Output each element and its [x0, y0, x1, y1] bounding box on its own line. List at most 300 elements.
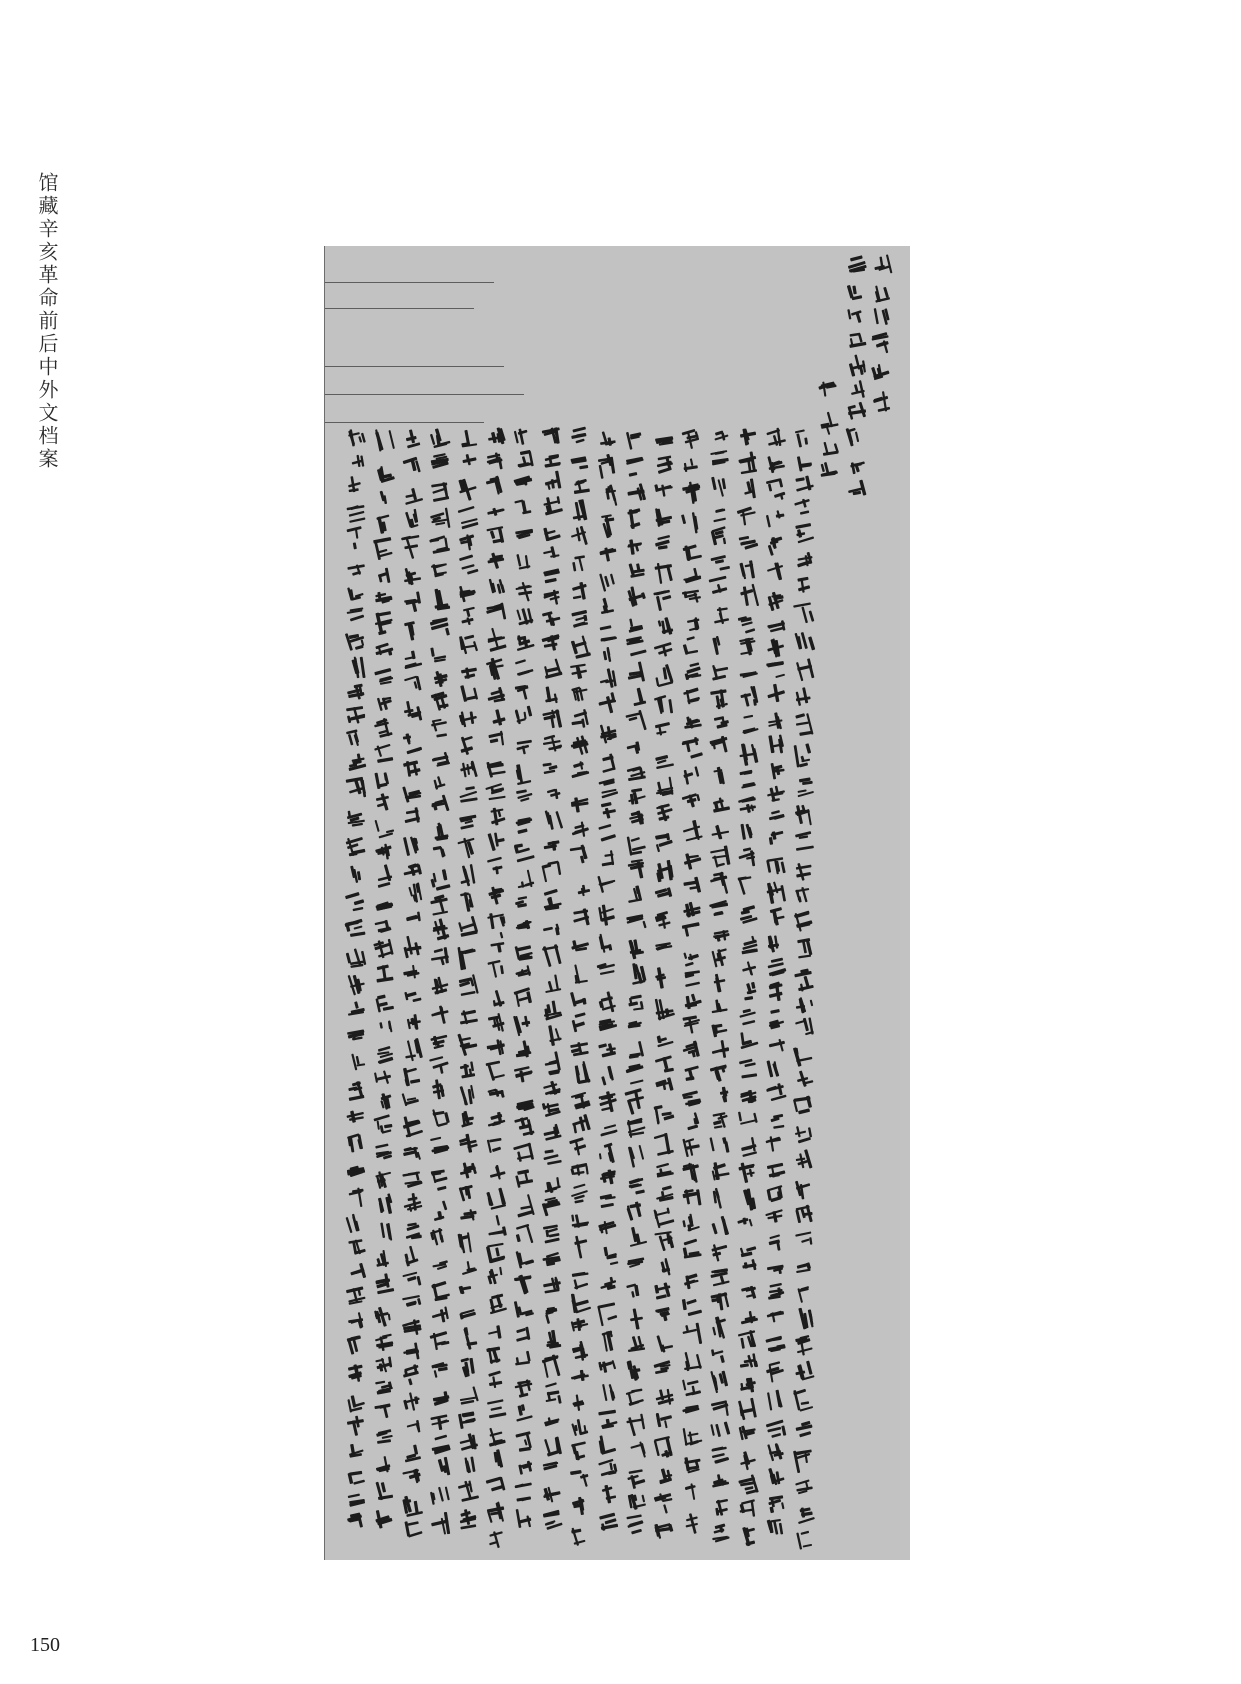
handwritten-glyph: [460, 1010, 478, 1025]
handwritten-glyph: [602, 850, 615, 866]
handwritten-glyph: [349, 1188, 364, 1208]
handwritten-glyph: [767, 620, 785, 632]
handwritten-glyph: [629, 1178, 645, 1195]
handwritten-glyph: [738, 1162, 754, 1183]
handwritten-glyph: [714, 607, 729, 624]
handwritten-glyph: [375, 1143, 392, 1159]
handwritten-glyph: [795, 831, 814, 851]
handwritten-glyph: [571, 1318, 589, 1332]
handwritten-glyph: [682, 1323, 702, 1344]
handwritten-glyph: [600, 431, 616, 446]
handwritten-glyph: [430, 428, 451, 448]
handwritten-glyph: [683, 766, 699, 785]
handwritten-glyph: [431, 1005, 448, 1023]
handwritten-glyph: [348, 975, 365, 996]
handwritten-glyph: [601, 1330, 613, 1351]
handwritten-glyph: [464, 1456, 475, 1473]
handwritten-glyph: [597, 1302, 617, 1326]
handwritten-glyph: [547, 789, 561, 799]
handwritten-glyph: [713, 1112, 728, 1129]
handwritten-glyph: [346, 706, 365, 724]
handwritten-glyph: [739, 1425, 756, 1440]
handwritten-glyph: [431, 1512, 450, 1535]
handwritten-glyph: [850, 461, 865, 474]
handwritten-glyph: [346, 526, 361, 549]
handwritten-glyph: [378, 864, 393, 888]
handwritten-glyph: [515, 529, 533, 540]
handwritten-glyph: [571, 1370, 589, 1381]
handwritten-glyph: [765, 1336, 785, 1353]
handwritten-glyph: [569, 1137, 586, 1155]
handwritten-glyph: [598, 1459, 617, 1477]
handwritten-glyph: [487, 1501, 505, 1523]
handwritten-glyph: [434, 822, 448, 841]
handwritten-glyph: [627, 836, 646, 855]
handwritten-glyph: [657, 455, 673, 474]
handwritten-glyph: [486, 1061, 505, 1081]
handwritten-glyph: [457, 1034, 477, 1056]
handwritten-glyph: [625, 710, 646, 730]
handwritten-glyph: [768, 958, 787, 977]
handwritten-glyph: [738, 847, 755, 866]
handwritten-glyph: [793, 1389, 813, 1412]
handwritten-glyph: [572, 1341, 588, 1361]
handwritten-glyph: [431, 947, 449, 965]
handwritten-glyph: [543, 735, 562, 752]
handwritten-glyph: [627, 1469, 645, 1489]
handwritten-glyph: [600, 1277, 616, 1290]
handwritten-glyph: [656, 777, 674, 797]
handwritten-glyph: [487, 552, 504, 569]
handwritten-glyph: [376, 514, 389, 533]
handwritten-glyph: [655, 1077, 673, 1091]
handwritten-glyph: [406, 1222, 422, 1239]
handwritten-glyph: [404, 1246, 418, 1267]
handwritten-glyph: [516, 1327, 530, 1342]
handwritten-glyph: [486, 1476, 506, 1491]
handwritten-glyph: [768, 935, 779, 952]
handwritten-glyph: [542, 611, 561, 626]
handwritten-glyph: [626, 1283, 639, 1297]
handwritten-glyph: [767, 638, 784, 657]
handwritten-glyph: [600, 668, 617, 688]
handwritten-glyph: [794, 632, 815, 650]
handwritten-glyph: [405, 1444, 421, 1462]
handwritten-glyph: [626, 1388, 644, 1406]
handwritten-glyph: [797, 552, 813, 568]
handwritten-glyph: [655, 911, 671, 929]
handwritten-glyph: [517, 635, 535, 651]
handwritten-glyph: [545, 1051, 561, 1075]
handwritten-glyph: [408, 882, 422, 902]
handwritten-glyph: [490, 808, 505, 826]
handwritten-glyph: [494, 1449, 504, 1468]
handwritten-glyph: [768, 1468, 784, 1485]
handwritten-glyph: [380, 1222, 392, 1240]
handwritten-glyph: [653, 1360, 670, 1374]
handwritten-glyph: [710, 1292, 729, 1310]
handwritten-glyph: [460, 736, 473, 755]
handwritten-glyph: [682, 793, 701, 807]
handwritten-glyph: [653, 590, 671, 611]
handwritten-glyph: [430, 1486, 450, 1504]
handwritten-glyph: [795, 713, 813, 736]
handwritten-glyph: [713, 508, 726, 522]
handwritten-glyph: [711, 1446, 729, 1463]
handwritten-glyph: [347, 1166, 365, 1178]
handwritten-glyph: [766, 428, 786, 446]
handwritten-glyph: [430, 1137, 449, 1155]
handwritten-glyph: [486, 761, 505, 778]
handwritten-glyph: [571, 610, 588, 628]
handwritten-glyph: [459, 534, 474, 550]
handwritten-glyph: [403, 457, 421, 473]
handwritten-glyph: [768, 734, 784, 753]
handwritten-glyph: [403, 836, 419, 856]
handwritten-glyph: [713, 767, 725, 785]
handwritten-glyph: [656, 1335, 673, 1352]
handwritten-glyph: [545, 471, 562, 490]
handwritten-glyph: [432, 752, 450, 767]
handwritten-glyph: [766, 510, 785, 527]
handwritten-glyph: [654, 642, 673, 657]
handwritten-glyph: [740, 1246, 757, 1257]
handwritten-glyph: [820, 412, 838, 435]
handwritten-glyph: [655, 535, 670, 550]
handwritten-glyph: [403, 733, 422, 754]
handwritten-glyph: [375, 1171, 391, 1189]
handwritten-glyph: [402, 1093, 419, 1106]
ruled-line: [324, 282, 494, 283]
handwritten-glyph: [542, 1103, 561, 1117]
handwritten-glyph: [654, 1105, 675, 1125]
handwritten-glyph: [821, 462, 838, 477]
handwritten-glyph: [598, 1360, 616, 1373]
handwritten-glyph: [847, 285, 863, 300]
handwritten-glyph: [460, 1358, 474, 1378]
handwritten-glyph: [713, 930, 730, 942]
handwritten-glyph: [871, 364, 890, 380]
handwritten-glyph: [401, 535, 419, 559]
handwritten-glyph: [795, 805, 812, 826]
handwritten-glyph: [714, 716, 729, 729]
handwritten-glyph: [796, 1149, 813, 1168]
handwritten-glyph: [738, 1474, 758, 1494]
handwritten-glyph: [627, 539, 642, 555]
handwritten-glyph: [489, 1294, 507, 1315]
handwritten-glyph: [572, 821, 589, 836]
handwritten-glyph: [795, 523, 814, 543]
handwritten-glyph: [654, 1231, 674, 1251]
ruled-line: [324, 394, 524, 395]
handwritten-glyph: [600, 625, 617, 641]
handwritten-glyph: [514, 1275, 532, 1295]
handwritten-glyph: [660, 1258, 670, 1276]
handwritten-glyph: [655, 1307, 670, 1321]
handwritten-glyph: [768, 1283, 784, 1300]
manuscript-scan: [324, 246, 910, 1560]
handwritten-glyph: [542, 427, 560, 444]
handwritten-glyph: [767, 786, 785, 802]
handwritten-glyph: [794, 499, 810, 515]
handwritten-glyph: [542, 709, 562, 728]
handwritten-glyph: [488, 1215, 507, 1236]
ruled-line: [324, 422, 484, 423]
handwritten-glyph: [492, 709, 505, 725]
handwritten-glyph: [571, 1214, 589, 1228]
handwritten-glyph: [796, 1262, 811, 1273]
handwritten-glyph: [543, 590, 560, 605]
handwritten-glyph: [683, 687, 700, 704]
handwritten-glyph: [402, 1295, 421, 1307]
handwritten-glyph: [628, 1145, 644, 1168]
handwritten-glyph: [374, 772, 389, 789]
handwritten-glyph: [682, 1405, 699, 1414]
handwritten-glyph: [345, 892, 364, 911]
handwritten-glyph: [403, 1342, 419, 1359]
handwritten-glyph: [740, 1377, 756, 1392]
handwritten-glyph: [515, 706, 533, 725]
handwritten-glyph: [740, 1499, 756, 1517]
handwritten-glyph: [574, 964, 588, 983]
handwritten-glyph: [737, 506, 756, 525]
handwritten-glyph: [404, 651, 422, 670]
handwritten-glyph: [460, 1433, 479, 1451]
handwritten-glyph: [739, 536, 759, 550]
handwritten-glyph: [346, 837, 366, 856]
handwritten-glyph: [378, 568, 391, 583]
handwritten-glyph: [628, 788, 646, 805]
handwritten-glyph: [374, 1307, 391, 1327]
manuscript-handwriting-image: [324, 246, 910, 1560]
handwritten-glyph: [430, 1035, 447, 1049]
handwritten-glyph: [602, 1485, 617, 1504]
handwritten-glyph: [488, 1371, 502, 1389]
handwritten-glyph: [375, 820, 395, 839]
handwritten-glyph: [714, 430, 728, 440]
handwritten-glyph: [739, 1009, 756, 1026]
handwritten-glyph: [486, 1346, 500, 1364]
handwritten-glyph: [431, 1281, 450, 1301]
handwritten-glyph: [406, 911, 421, 921]
handwritten-glyph: [460, 1162, 477, 1178]
handwritten-glyph: [347, 1395, 365, 1412]
handwritten-glyph: [874, 308, 890, 325]
handwritten-glyph: [601, 802, 616, 819]
handwritten-glyph: [684, 716, 702, 729]
handwritten-glyph: [404, 568, 421, 585]
handwritten-glyph: [598, 778, 618, 798]
handwritten-glyph: [402, 1469, 421, 1484]
handwritten-glyph: [626, 914, 646, 928]
handwritten-glyph: [377, 697, 392, 711]
handwritten-glyph: [430, 894, 448, 915]
handwritten-glyph: [624, 1088, 644, 1115]
handwritten-glyph: [487, 452, 503, 469]
handwritten-glyph: [740, 824, 752, 840]
handwritten-glyph: [346, 777, 367, 798]
handwritten-glyph: [543, 496, 563, 515]
handwritten-glyph: [542, 1252, 560, 1266]
handwritten-glyph: [627, 1201, 642, 1221]
handwritten-glyph: [598, 904, 615, 925]
handwritten-glyph: [515, 965, 531, 977]
handwritten-glyph: [681, 512, 698, 533]
handwritten-glyph: [347, 811, 365, 827]
handwritten-glyph: [348, 1001, 365, 1016]
handwritten-glyph: [742, 715, 758, 735]
handwritten-glyph: [738, 1330, 756, 1349]
handwritten-glyph: [348, 1239, 366, 1255]
handwritten-glyph: [571, 797, 589, 812]
handwritten-glyph: [460, 864, 475, 886]
handwritten-glyph: [402, 1272, 421, 1286]
handwritten-glyph: [629, 810, 644, 824]
handwritten-glyph: [488, 1325, 501, 1339]
handwritten-glyph: [626, 1064, 644, 1085]
handwritten-glyph: [712, 665, 728, 681]
handwritten-glyph: [351, 1054, 365, 1071]
handwritten-glyph: [710, 1064, 727, 1082]
handwritten-glyph: [430, 1414, 449, 1430]
handwritten-glyph: [515, 945, 533, 961]
handwritten-glyph: [515, 582, 532, 602]
handwritten-glyph: [766, 1083, 786, 1101]
handwritten-glyph: [572, 1497, 585, 1515]
handwritten-glyph: [712, 1474, 729, 1488]
handwritten-glyph: [797, 1070, 813, 1087]
handwritten-glyph: [460, 892, 474, 912]
handwritten-glyph: [795, 1231, 812, 1244]
handwritten-glyph: [403, 965, 419, 979]
handwritten-glyph: [571, 1184, 588, 1204]
handwritten-glyph: [687, 617, 700, 631]
handwritten-glyph: [486, 1188, 506, 1210]
handwritten-glyph: [376, 1250, 389, 1267]
handwritten-glyph: [543, 568, 560, 583]
handwritten-glyph: [404, 1193, 423, 1212]
handwritten-glyph: [374, 1403, 390, 1418]
handwritten-glyph: [490, 1165, 506, 1180]
handwritten-glyph: [573, 499, 588, 521]
handwritten-glyph: [682, 737, 703, 759]
handwritten-glyph: [347, 1133, 363, 1152]
handwritten-glyph: [375, 844, 392, 860]
handwritten-glyph: [711, 1244, 727, 1262]
handwritten-glyph: [742, 1527, 755, 1546]
handwritten-glyph: [601, 514, 614, 538]
handwritten-glyph: [515, 896, 527, 908]
handwritten-glyph: [795, 887, 809, 903]
handwritten-glyph: [376, 1429, 393, 1444]
handwritten-glyph: [518, 450, 534, 468]
handwritten-glyph: [571, 761, 589, 778]
handwritten-glyph: [712, 1523, 730, 1542]
handwritten-glyph: [347, 1335, 361, 1354]
handwritten-glyph: [518, 1461, 532, 1475]
handwritten-glyph: [350, 866, 361, 883]
handwritten-glyph: [796, 997, 813, 1013]
handwritten-glyph: [682, 1380, 701, 1397]
handwritten-glyph: [710, 1421, 730, 1437]
handwritten-glyph: [768, 592, 784, 611]
handwritten-glyph: [687, 1112, 699, 1130]
handwritten-glyph: [514, 1482, 531, 1501]
handwritten-glyph: [575, 1061, 591, 1084]
handwritten-glyph: [461, 667, 477, 679]
handwritten-glyph: [795, 429, 808, 447]
handwritten-glyph: [603, 1247, 618, 1266]
handwritten-glyph: [711, 477, 726, 497]
handwritten-glyph: [434, 589, 450, 611]
handwritten-glyph: [655, 942, 672, 951]
handwritten-glyph: [872, 332, 889, 353]
handwritten-glyph: [655, 755, 674, 769]
handwritten-glyph: [348, 1364, 363, 1382]
handwritten-glyph: [348, 429, 366, 446]
handwritten-glyph: [570, 844, 588, 863]
handwritten-glyph: [738, 796, 756, 813]
handwritten-glyph: [379, 1020, 392, 1032]
handwritten-glyph: [430, 1228, 444, 1246]
handwritten-glyph: [849, 354, 866, 376]
handwritten-glyph: [457, 947, 475, 970]
handwritten-glyph: [600, 1169, 616, 1184]
handwritten-glyph: [543, 1510, 563, 1530]
handwritten-glyph: [795, 1335, 813, 1356]
handwritten-glyph: [633, 688, 646, 707]
handwritten-glyph: [600, 1124, 617, 1136]
handwritten-glyph: [347, 505, 366, 523]
handwritten-glyph: [407, 1420, 421, 1433]
handwritten-glyph: [684, 853, 702, 870]
handwritten-glyph: [374, 718, 393, 738]
handwritten-glyph: [487, 1267, 502, 1285]
handwritten-glyph: [376, 964, 393, 982]
handwritten-glyph: [516, 764, 532, 785]
handwritten-glyph: [545, 1307, 557, 1324]
handwritten-glyph: [407, 1014, 421, 1030]
handwritten-glyph: [373, 1114, 392, 1134]
handwritten-glyph: [403, 936, 421, 959]
handwritten-glyph: [487, 913, 505, 929]
handwritten-glyph: [627, 483, 646, 501]
handwritten-glyph: [460, 761, 478, 778]
handwritten-glyph: [741, 1311, 758, 1325]
handwritten-glyph: [795, 1126, 812, 1143]
handwritten-glyph: [432, 1306, 449, 1322]
handwritten-glyph: [429, 1056, 449, 1074]
handwritten-glyph: [655, 999, 675, 1021]
handwritten-glyph: [769, 981, 783, 1001]
handwritten-glyph: [797, 456, 812, 471]
handwritten-glyph: [740, 905, 758, 924]
handwritten-glyph: [848, 480, 866, 496]
handwritten-glyph: [545, 1177, 561, 1193]
handwritten-glyph: [654, 563, 672, 584]
handwritten-glyph: [627, 1257, 644, 1268]
handwritten-glyph: [543, 1124, 561, 1141]
handwritten-glyph: [463, 1327, 477, 1350]
handwritten-glyph: [654, 1133, 674, 1156]
handwritten-glyph: [571, 940, 589, 951]
handwritten-glyph: [351, 656, 365, 678]
handwritten-glyph: [738, 1112, 758, 1125]
handwritten-glyph: [487, 960, 504, 978]
handwritten-glyph: [630, 1227, 647, 1247]
handwritten-glyph: [376, 793, 389, 811]
handwritten-glyph: [628, 661, 645, 681]
